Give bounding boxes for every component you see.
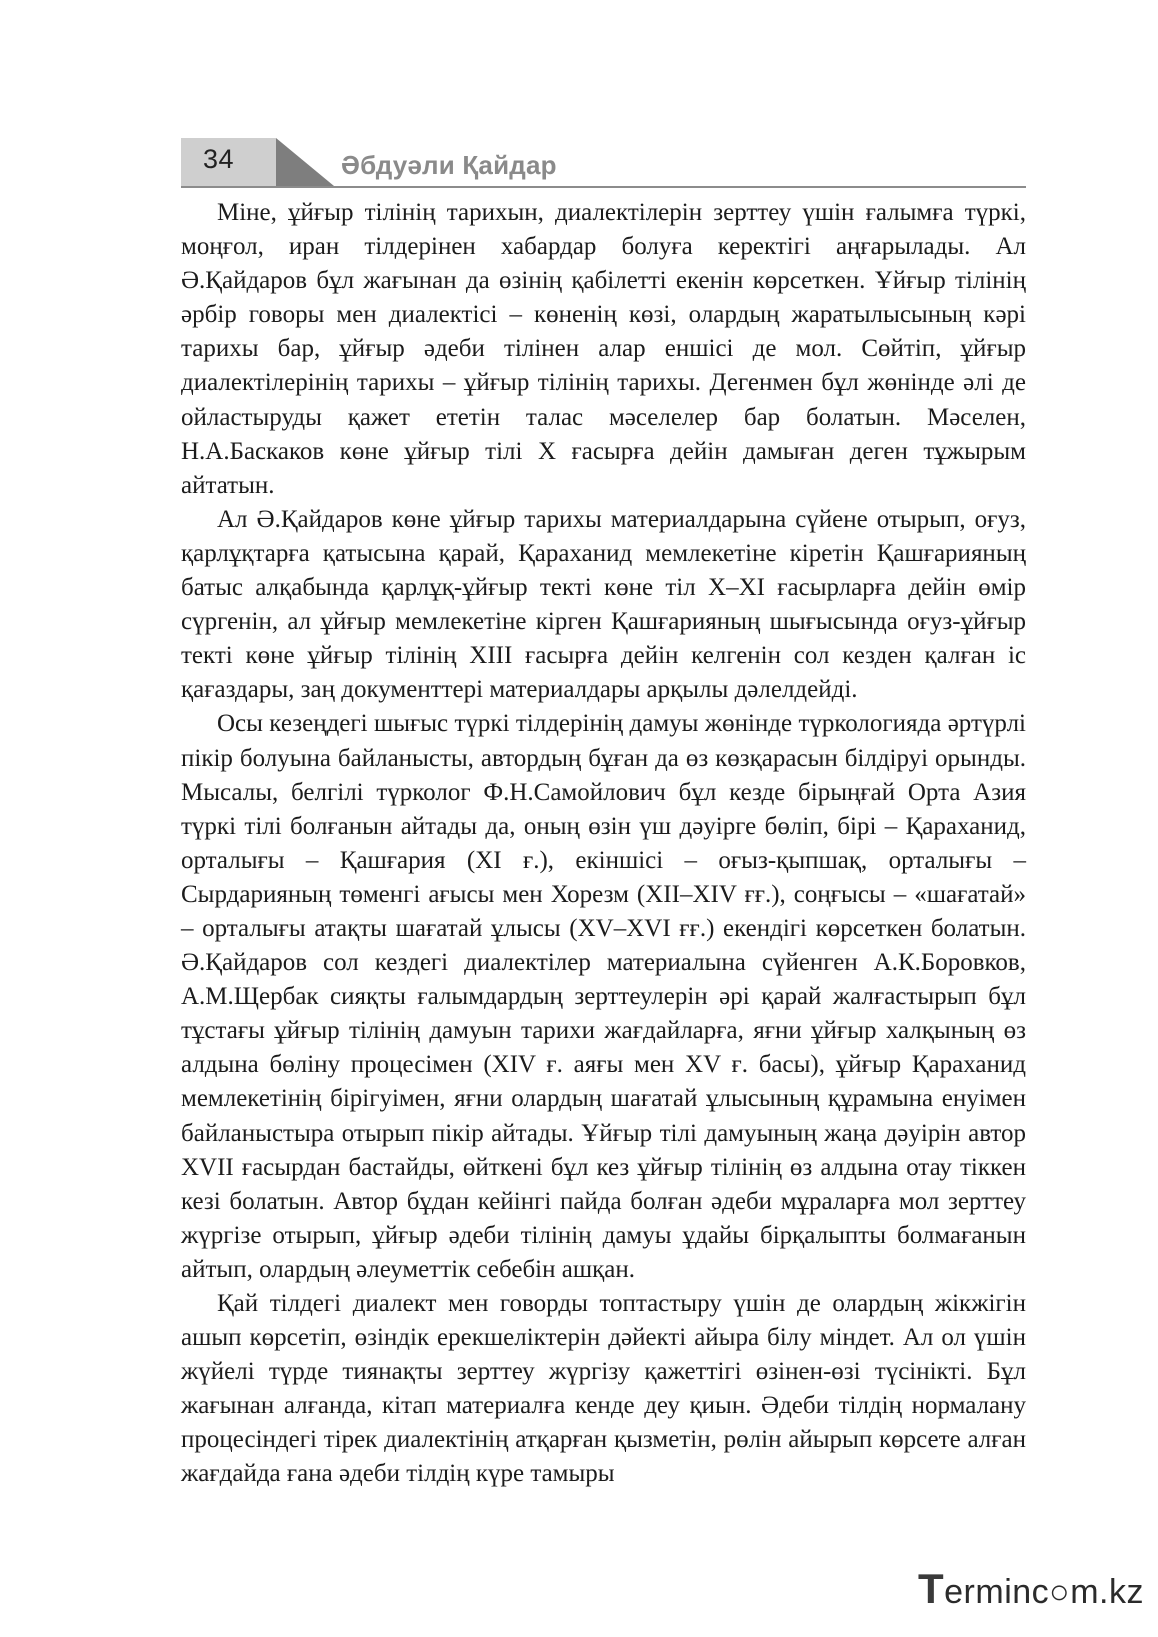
page-number: 34 (203, 144, 235, 174)
watermark-o-icon: ○ (1049, 1573, 1071, 1611)
paragraph-3: Осы кезеңдегі шығыс түркі тілдерінің дамуы жөнінде түркологияда әртүрлі пікір болуына байланысты, автордың бұған да өз көзқарасын білдіруі орынды. Мысалы, белгілі түрколог Ф.Н.Самойлович бұл кезде бірыңғай Орта Азия түркі тілі болғанын айтады да, оның өзін үш дәуірге бөліп, бірі – Қараханид, орталығы – Қашғария (XI ғ.), екіншісі – оғыз-қыпшақ, орталығы – Сырдарияның төменгі ағысы мен Хорезм (XII–XIV ғғ.), соңғысы – «шағатай» – орталығы атақты шағатай ұлысы (XV–XVI ғғ.) екендігі көрсеткен болатын. Ә.Қайдаров сол кездегі диалектілер материалына сүйенген А.К.Боровков, А.М.Щербак сияқты ғалымдардың зерттеулерін әрі қарай жалғастырып бұл тұстағы ұйғыр тілінің дамуын тарихи жағдайларға, яғни ұйғыр халқының өз алдына бөліну процесімен (XIV ғ. аяғы мен XV ғ. басы), ұйғыр Қараханид мемлекетінің бірігуімен, яғни олардың шағатай ұлысының құрамына енуімен байланыстыра отырып пікір айтады. Ұйғыр тілі дамуының жаңа дәуірін автор XVII ғасырдан бастайды, өйткені бұл кез ұйғыр тілінің өз алдына отау тіккен кезі болатын. Автор бұдан кейінгі пайда болған әдеби мұраларға мол зерттеу жүргізе отырып, ұйғыр әдеби тілінің дамуы ұдайы бірқалыпты болмағанын айтып, олардың әлеуметтік себебін ашқан. (181, 710, 1026, 1283)
running-title: Әбдуәли Қайдар (341, 150, 557, 180)
paragraph-2: Ал Ә.Қайдаров көне ұйғыр тарихы материалдарына сүйене отырып, оғуз, қарлұқтарға қатысына қарай, Қараханид мемлекетіне кіретін Қашғарияның батыс алқабында қарлұқ-ұйғыр текті көне тіл X–XI ғасырларға дейін өмір сүргенін, ал ұйғыр мемлекетіне кірген Қашғарияның шығысында оғуз-ұйғыр текті көне ұйғыр тілінің XIII ғасырға дейін келгенін сол кезден қалған іс қағаздары, заң документтері материалдары арқылы дәлелдейді. (181, 505, 1026, 704)
running-header (181, 138, 1026, 188)
header-wedge-decoration (276, 138, 334, 186)
watermark-lead: T (917, 1565, 945, 1612)
watermark-logo (918, 1565, 1144, 1613)
paragraph-4: Қай тілдегі диалект мен говорды топтастыру үшін де олардың жікжігін ашып көрсетіп, өзіндік ерекшеліктерін дәйекті айыра білу міндет. Ал ол үшін жүйелі түрде тиянақты зерттеу жүргізу қажеттігі өзінен-өзі түсінікті. Бұл жағынан алғанда, кітап материалға кенде деу қиын. Әдеби тілдің нормалану процесіндегі тірек диалектінің атқарған қызметін, рөлін айырып көрсете алған жағдайда ғана әдеби тілдің күре тамыры (181, 1290, 1026, 1488)
header-rule (181, 186, 1026, 188)
watermark-text: erminc (944, 1573, 1050, 1611)
body-text (181, 196, 1026, 1492)
watermark-tail: m.kz (1070, 1573, 1144, 1611)
paragraph-1: Міне, ұйғыр тілінің тарихын, диалектілерін зерттеу үшін ғалымға түркі, моңғол, иран тілдерінен хабардар болуға керектігі аңғарылады. Ал Ә.Қайдаров бұл жағынан да өзінің қабілетті екенін көрсеткен. Ұйғыр тілінің әрбір говоры мен диалектісі – көненің көзі, олардың жаратылысының кәрі тарихы бар, ұйғыр әдеби тілінен алар еншісі де мол. Сөйтіп, ұйғыр диалектілерінің тарихы – ұйғыр тілінің тарихы. Дегенмен бұл жөнінде әлі де ойластыруды қажет ететін талас мәселелер бар болатын. Мәселен, Н.А.Баскаков көне ұйғыр тілі X ғасырға дейін дамыған деген тұжырым айтатын. (181, 199, 1026, 499)
